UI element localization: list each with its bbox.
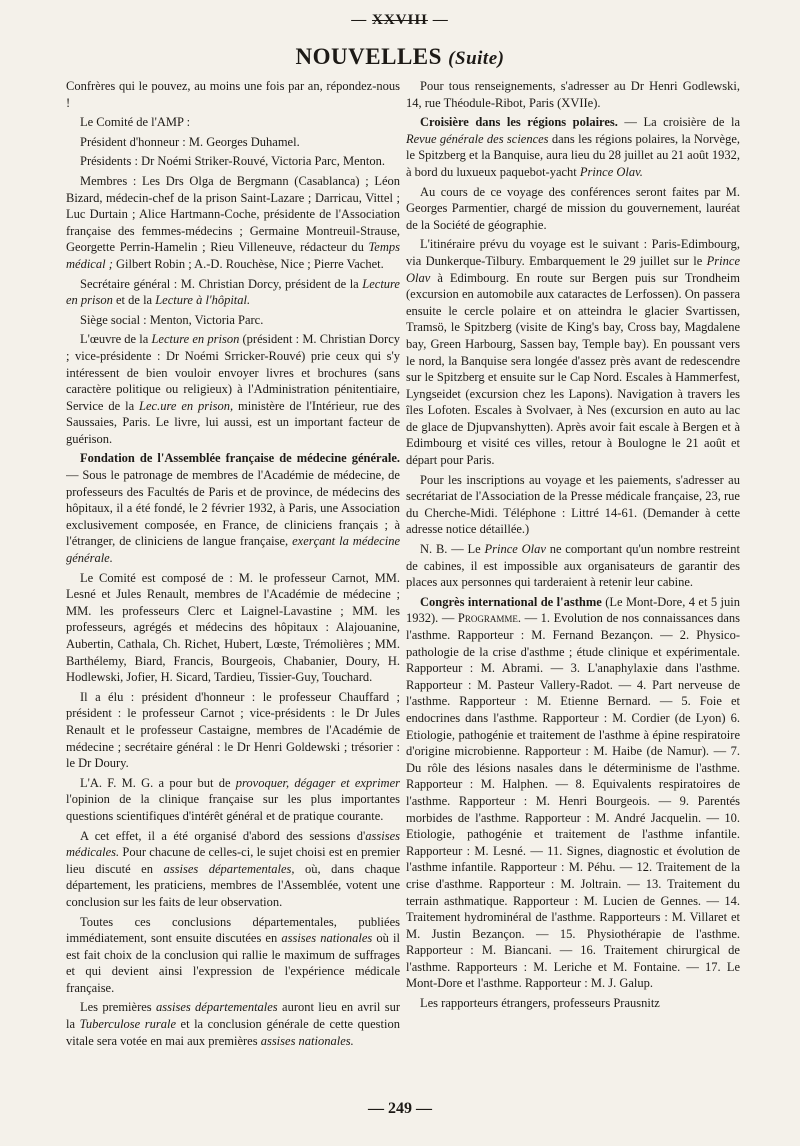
paragraph: A cet effet, il a été organisé d'abord des sessions d'assises médicales. Pour chacune de celles-ci, le sujet choisi est en premier lieu discuté en assises départementales, où, dans chaque département, les praticiens, membres de l'Assemblée, votent une conclusion sur les faits de leur observation. — [66, 828, 400, 909]
page-title — [0, 44, 800, 70]
paragraph: Les rapporteurs étrangers, professeurs Prausnitz — [420, 996, 660, 1011]
left-column — [66, 78, 400, 1093]
paragraph: Fondation de l'Assemblée française de médecine générale. — Sous le patronage de membres de l'Académie de médecine, de professeurs des Facultés de Paris et de province, de médecins des hôpitaux, il a été fondé, le 2 février 1932, à Paris, une Association exclusivement composée, en France, de cliniciens français ; à l'étranger, de cliniciens de langue française, exerçant la médecine générale. — [66, 451, 400, 566]
section-heading: Fondation de l'Assemblée française de médecine générale. — [80, 451, 400, 466]
paragraph: L'itinéraire prévu du voyage est le suivant : Paris-Edimbourg, via Dunkerque-Tilbury. Embarquement le 29 juillet sur le Prince Olav à Edimbourg. En route sur Bergen puis sur Trondheim (excursion en automobile aux cataractes de Lerfossen). On passera ensuite le cercle polaire et on atteindra le glacier Svartissen, Tramsö, le Spitzberg (visite de King's bay, Cross bay, Magdalene bay, Green Harbourg, Sassen bay, Temple bay). En poussant vers le nord, la Banquise sera longée d'assez près avant de redescendre sur le Spitzberg et ensuite sur le Cap Nord. Escales à Hammerfest, Lyngseidet (excursion chez les Lapons). Navigation à travers les îles Lofoten. Escales à Svolvaer, à Nes (excursion en auto au lac de glace de Djupvanshytten). Après avoir fait escale à Bergen et à Edimbourg et visité ces villes, retour à Boulogne le 21 août et départ pour Paris. — [406, 237, 740, 468]
paragraph: Confrères qui le pouvez, au moins une fois par an, répondez-nous ! — [66, 79, 400, 110]
paragraph: Secrétaire général : M. Christian Dorcy, président de la Lecture en prison et de la Lecture à l'hôpital. — [66, 276, 400, 308]
paragraph: Au cours de ce voyage des conférences seront faites par M. Georges Parmentier, chargé de mission du gouvernement, lauréat de la Société de géographie. — [406, 184, 740, 232]
page-roman-numeral: — XXVIII — — [351, 12, 449, 28]
page-number: — 249 — — [368, 1100, 432, 1117]
title-suffix: (Suite) — [448, 48, 505, 69]
paragraph: N. B. — Le Prince Olav ne comportant qu'un nombre restreint de cabines, il est impossible aux organisateurs de garantir des places aux personnes qui tarderaient à retenir leur cabine. — [406, 542, 740, 590]
paragraph: Les premières assises départementales auront lieu en avril sur la Tuberculose rurale et la conclusion générale de cette question vitale sera votée en mai aux premières assises nationales. — [66, 1000, 400, 1048]
title-main: NOUVELLES — [295, 44, 442, 69]
paragraph: Croisière dans les régions polaires. — La croisière de la Revue générale des sciences dans les régions polaires, la Norvège, le Spitzberg et la Banquise, aura lieu du 28 juillet au 21 août 1932, à bord du luxueux paquebot-yacht Prince Olav. — [406, 115, 740, 179]
section-heading: Congrès international de l'asthme — [420, 594, 602, 609]
paragraph: Il a élu : président d'honneur : le professeur Chauffard ; président : le professeur Carnot ; vice-présidents : le Dr Jules Renault et le professeur Castaigne, membres de l'Académie de médecine ; secrétaire général : le Dr Henri Goldewski ; trésorier : le Dr Doury. — [66, 689, 400, 771]
section-heading: Croisière dans les régions polaires. — [420, 115, 618, 130]
paragraph: Toutes ces conclusions départementales, publiées immédiatement, sont ensuite discutées en assises nationales où il est fait choix de la conclusion qui rallie le maximum de suffrages et qui devient ainsi l'expression de l'expérience médicale française. — [66, 914, 400, 995]
paragraph: Présidents : Dr Noémi Striker-Rouvé, Victoria Parc, Menton. — [80, 154, 385, 169]
paragraph: Congrès international de l'asthme (Le Mont-Dore, 4 et 5 juin 1932). — Programme. — 1. Evolution de nos connaissances dans l'asthme. Rapporteur : M. Fernand Bezançon. — 2. Physico-pathologie de la crise d'asthme ; étude clinique et expérimentale. Rapporteur : M. Abrami. — 3. L'anaphylaxie dans l'asthme. Rapporteur : M. Pasteur Vallery-Radot. — 4. Part nerveuse de l'asthme. Rapporteur : M. Etienne Bernard. — 5. Foie et endocrines dans l'asthme. Rapporteur : M. Cordier (de Lyon) 6. Etiologie, pathogénie et traitement de l'asthme à épine respiratoire d'origine microbienne. Rapporteur : M. Haibe (de Namur). — 7. Du rôle des lésions nasales dans le déterminisme de l'asthme. Rapporteur : M. Halphen. — 8. Equivalents respiratoires de l'asthme. Rapporteur : M. Henri Bourgeois. — 9. Parentés morbides de l'asthme. Rapporteur : M. André Jacquelin. — 10. Etiologie, pathogénie et traitement de l'asthme infantile. Rapporteur : M. Lesné. — 11. Signes, diagnostic et évolution de l'asthme infantile. Rapporteur : M. Péhu. — 12. Traitement de la crise d'asthme. Rapporteur : M. Joltrain. — 13. Traitement du terrain asthmatique. Rapporteur : M. Lucien de Gennes. — 14. Traitement hydrominéral de l'asthme. Rapporteurs : M. Villaret et M. Justin Bezançon. — 15. Physiothérapie de l'asthme. Rapporteur : M. Biancani. — 16. Traitement chirurgical de l'asthme. Rapporteurs : M. Leriche et M. Fontaine. — 17. Le Mont-Dore et l'asthme. Rapporteur : M. J. Galup. — [406, 594, 740, 991]
paragraph: Membres : Les Drs Olga de Bergmann (Casablanca) ; Léon Bizard, médecin-chef de la prison Saint-Lazare ; Darricau, Vittel ; Luc Durtain ; Alice Hartmann-Coche, présidente de l'Association française des femmes-médecins ; Germaine Montreuil-Strause, Georgette Perrin-Hamelin ; Rieu Villeneuve, rédacteur du Temps médical ; Gilbert Robin ; A.-D. Rouchèse, Nice ; Pierre Vachet. — [66, 173, 400, 271]
paragraph: Pour tous renseignements, s'adresser au Dr Henri Godlewski, 14, rue Théodule-Ribot, Paris (XVIIe). — [406, 79, 740, 110]
paragraph: L'œuvre de la Lecture en prison (président : M. Christian Dorcy ; vice-présidente : Dr Noémi Srricker-Rouvé) prie ceux qui s'y intéressent de bien vouloir envoyer livres et brochures (sans caractère politique ou religieux) à l'Administration pénitentiaire, Service de la Lec.ure en prison, ministère de l'Intérieur, rue des Saussaies, Paris. Le livre, lui aussi, est un important facteur de guérison. — [66, 332, 400, 446]
paragraph: Président d'honneur : M. Georges Duhamel. — [80, 134, 300, 149]
paragraph: Le Comité est composé de : M. le professeur Carnot, MM. Lesné et Jules Renault, membres de l'Académie de médecine ; MM. les professeurs Clerc et Laignel-Lavastine ; MM. les professeurs, agrégés et médecins des hôpitaux : Alajouanine, Aubertin, Cathala, Ch. Richet, Hubert, Lœste, Trémolières ; MM. Barthélemy, Biard, Francis, Bourgeois, Chabanier, Doury, H. Hodlewski, Jofier, H. Sicard, Tardieu, Tissier-Guy, Touchard. — [66, 570, 400, 685]
paragraph: L'A. F. M. G. a pour but de provoquer, dégager et exprimer l'opinion de la clinique française sur les plus importantes questions scientifiques d'intérêt général et de pratique courante. — [66, 775, 400, 823]
paragraph: Siège social : Menton, Victoria Parc. — [80, 312, 264, 327]
right-column — [406, 78, 740, 1093]
paragraph: Le Comité de l'AMP : — [80, 115, 191, 130]
paragraph: Pour les inscriptions au voyage et les paiements, s'adresser au secrétariat de l'Association de la Presse médicale française, 23, rue du Cherche-Midi. Téléphone : Littré 14-61. (Demander à cette adresse notice détaillée.) — [406, 472, 740, 537]
